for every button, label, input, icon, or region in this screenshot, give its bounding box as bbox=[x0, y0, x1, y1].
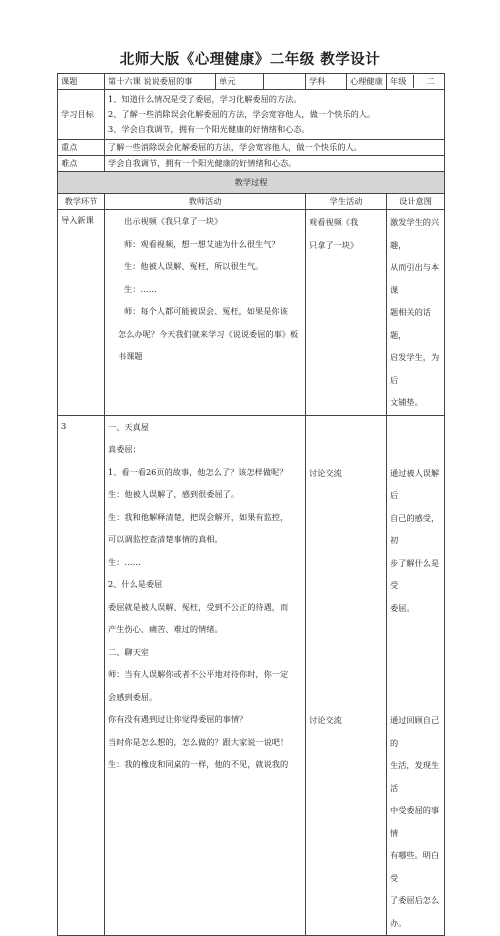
teacher-line: 生：…… bbox=[108, 556, 141, 567]
teacher-line: 出示视频《我只拿了一块》 bbox=[124, 216, 223, 226]
teacher-line: 你有没有遇到过让你觉得委屈的事情？ bbox=[108, 714, 248, 724]
teacher-line: 会感到委屈。 bbox=[108, 691, 158, 702]
student-line: 讨论交流 bbox=[309, 467, 342, 478]
student-line: 观看视频《我 bbox=[309, 217, 359, 227]
column-header-row bbox=[58, 194, 445, 210]
intent-line: 了委屈后怎么办。 bbox=[390, 895, 440, 928]
difficult-point-label: 难点 bbox=[58, 156, 105, 172]
goal-item: 2、了解一些消除误会化解委屈的方法，学会宽容他人，做一个快乐的人。 bbox=[108, 109, 376, 119]
intent-line: 通过被人误解后 bbox=[390, 467, 440, 500]
key-point-row bbox=[58, 140, 445, 156]
unit-label: 单元 bbox=[216, 74, 264, 90]
intent-line: 激发学生的兴趣， bbox=[390, 217, 440, 250]
teacher-line: 师：当有人误解你或者不公平地对待你时，你一定 bbox=[108, 669, 289, 679]
document-title: 北师大版《心理健康》二年级 教学设计 bbox=[119, 52, 381, 68]
col-header-student: 学生活动 bbox=[306, 194, 387, 210]
col-header-teacher: 教师活动 bbox=[105, 194, 306, 210]
intent-line: 从而引出与本课 bbox=[390, 262, 440, 295]
key-point-label: 重点 bbox=[58, 140, 105, 156]
teacher-line: 二、聊天室 bbox=[108, 646, 149, 657]
intent-line: 有哪些。明白受 bbox=[390, 850, 440, 883]
subject-value: 心理健康 bbox=[347, 74, 387, 90]
teacher-line: 书课题 bbox=[118, 351, 143, 361]
design-intent-cell bbox=[387, 210, 445, 416]
difficult-point-row bbox=[58, 156, 445, 172]
intent-line: 步了解什么是受 bbox=[390, 557, 440, 590]
teacher-line: 师：每个人都可能被误会、冤枉，如果是你该 bbox=[124, 306, 288, 316]
teacher-line: 委屈就是被人误解、冤枉，受到不公正的待遇，而 bbox=[108, 601, 289, 612]
key-point-value: 了解一些消除误会化解委屈的方法，学会宽容他人，做一个快乐的人。 bbox=[105, 140, 445, 156]
goals-list bbox=[105, 90, 445, 140]
table-row-intro bbox=[58, 210, 445, 416]
stage-cell: 3 bbox=[58, 415, 105, 936]
grade-cell bbox=[387, 74, 445, 90]
process-title-row bbox=[58, 172, 445, 194]
difficult-point-value: 学会自我调节，拥有一个阳光健康的好情绪和心态。 bbox=[105, 156, 445, 172]
teacher-line: 1、看一看26页的故事，他怎么了？该怎样做呢？ bbox=[108, 466, 288, 477]
intent-line: 中受委屈的事情 bbox=[390, 805, 440, 838]
teacher-line: 产生伤心、痛苦、难过的情绪。 bbox=[108, 624, 223, 634]
lesson-label: 课题 bbox=[58, 74, 105, 90]
student-line: 讨论交流 bbox=[309, 715, 342, 725]
col-header-intent: 设计意图 bbox=[387, 194, 445, 210]
teacher-line: 生：我的橡皮和同桌的一样，他的不见，就说我的 bbox=[108, 759, 289, 769]
process-title: 教学过程 bbox=[58, 172, 445, 194]
teacher-line: 可以调监控查清楚事情的真相。 bbox=[108, 534, 223, 544]
teacher-line: 生：他被人误解了，感到很委屈了。 bbox=[108, 489, 240, 499]
teacher-line: 真委屈： bbox=[108, 444, 141, 454]
teacher-activity-cell bbox=[105, 415, 306, 936]
intent-line: 自己的感受，初 bbox=[390, 512, 440, 545]
grade-value: 二 bbox=[426, 76, 435, 86]
subject-label: 学科 bbox=[306, 74, 347, 90]
teacher-line: 怎么办呢？今天我们就来学习《说说委屈的事》板 bbox=[118, 328, 299, 339]
teacher-line: 当时你是怎么想的，怎么做的？跟大家说一说吧！ bbox=[108, 736, 289, 747]
teacher-activity-cell bbox=[105, 210, 306, 416]
student-activity-cell bbox=[306, 415, 387, 936]
intent-line: 文铺垫。 bbox=[390, 397, 423, 407]
intent-line: 题相关的话题， bbox=[390, 307, 431, 340]
teacher-line: 师：观看视频，想一想艾迪为什么很生气？ bbox=[124, 238, 280, 249]
student-activity-cell bbox=[306, 210, 387, 416]
intent-line: 生活，发现生活 bbox=[390, 760, 440, 793]
unit-value bbox=[264, 74, 306, 90]
header-row bbox=[58, 74, 445, 90]
teacher-line: 2、什么是委屈 bbox=[108, 579, 163, 589]
design-intent-cell bbox=[387, 415, 445, 936]
col-header-stage: 教学环节 bbox=[58, 194, 105, 210]
goal-item: 1、知道什么情况是受了委屈，学习化解委屈的方法。 bbox=[108, 94, 302, 104]
lesson-plan-table bbox=[57, 73, 445, 936]
goals-row bbox=[58, 90, 445, 140]
intent-line: 委屈。 bbox=[390, 602, 415, 613]
goal-item: 3、学会自我调节，拥有一个阳光健康的好情绪和心态。 bbox=[108, 124, 310, 134]
teacher-line: 生：他被人误解、冤枉，所以很生气。 bbox=[124, 261, 264, 271]
teacher-line: 生：我和他解释清楚，把误会解开，如果有监控， bbox=[108, 511, 289, 522]
intent-line: 启发学生，为后 bbox=[390, 352, 440, 385]
student-line: 只拿了一块》 bbox=[309, 239, 359, 250]
grade-label: 年级 bbox=[390, 76, 407, 86]
teacher-line: 生：…… bbox=[124, 283, 157, 294]
table-row-main bbox=[58, 415, 445, 936]
stage-cell: 导入新课 bbox=[58, 210, 105, 416]
goals-label: 学习目标 bbox=[58, 90, 105, 140]
intent-line: 通过回顾自己的 bbox=[390, 715, 440, 748]
lesson-value: 第十六课 说说委屈的事 bbox=[105, 74, 216, 90]
teacher-line: 一、天真屋 bbox=[108, 421, 149, 432]
